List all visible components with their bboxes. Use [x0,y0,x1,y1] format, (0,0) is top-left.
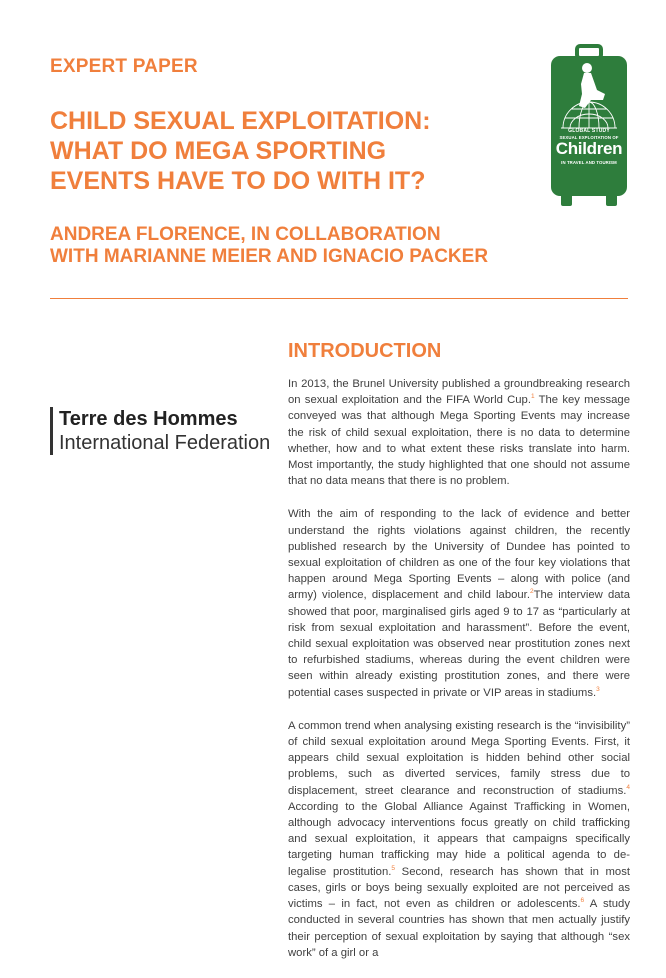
paragraph-text: With the aim of responding to the lack of evidence and better understand the rights violations against children, the recently published research by the University of Dundee has pointed to sexual exploitation of children as one of the four key violations that happen around Mega Sporting Events – along with police (and army) violence, displacement and child labour. [288,508,630,602]
author-line [50,224,488,268]
paragraph-text: Second, research has shown that in most cases, girls or boys being sexually exploited are not perceived as victims – in fact, not even as children or adolescents. [288,865,630,911]
paragraph-1 [288,376,630,489]
header-divider [50,298,628,299]
page-title [50,106,520,196]
author-line-2: WITH MARIANNE MEIER AND IGNACIO PACKER [50,246,489,267]
organization-subtitle: International Federation [59,432,271,454]
paragraph-text: According to the Global Alliance Against Trafficking in Women, although advocacy interventions focus greatly on child trafficking and sexual exploitation, it appears that campaigns specifically targeting human trafficking may hide a political agenda to de-legalise prostitution. [288,800,630,878]
logo-line-travel-tourism: IN TRAVEL AND TOURISM [561,160,617,165]
organization-name: Terre des Hommes [59,408,238,430]
paragraph-text: A study conducted in several countries has shown that men actually justify their perception of sexual exploitation by saying that although “sex work” of a girl or a [288,898,630,959]
footnote-ref[interactable]: 3 [596,685,600,693]
title-line: EVENTS HAVE TO DO WITH IT? [50,167,426,195]
footnote-ref[interactable]: 1 [530,393,535,401]
title-line: CHILD SEXUAL EXPLOITATION: [50,107,431,135]
footnote-ref[interactable]: 5 [391,864,395,872]
logo-line-children: Children [555,139,623,158]
paragraph-text: The key message conveyed was that although Mega Sporting Events may increase the risk of child sexual exploitation, there is no data to determine whether, how and to what extent these risks translate into harm. Most importantly, the study highlighted that one should not assume that no data means that there is no problem. [288,394,630,488]
global-study-logo [551,44,627,212]
eyebrow-label: EXPERT PAPER [50,56,198,77]
body-text [288,376,630,978]
logo-line-global-study: GLOBAL STUDY [568,128,610,134]
paragraph-3 [288,718,630,961]
paragraph-2 [288,506,630,700]
title-line: WHAT DO MEGA SPORTING [50,137,387,165]
footnote-ref[interactable]: 2 [529,588,534,596]
author-line-1: ANDREA FLORENCE, IN COLLABORATION [50,224,441,245]
footnote-ref[interactable]: 4 [626,783,630,791]
organization-block [50,407,270,455]
footnote-ref[interactable]: 6 [580,897,585,905]
paragraph-text: A common trend when analysing existing research is the “invisibility” of child sexual exploitation around Mega Sporting Events. First, it appears child sexual exploitation is hidden behind other social problems, such as diverted services, family stress due to displacement, street clearance and reconstruction of stadiums. [288,719,630,797]
paragraph-text: The interview data showed that poor, marginalised girls aged 9 to 17 as “particularly at risk from sexual exploitation and harassment”. Before the event, child sexual exploitation was observed near prostitution zones next to refurbished stadiums, whereas during the event children were seen within already existing prostitution zones, and there were potential cases suspected in private or VIP areas in stadiums. [288,589,630,699]
paragraph-text: In 2013, the Brunel University published a groundbreaking research on sexual exploitation and the FIFA World Cup. [288,378,630,407]
logo-line-sexual-exploitation: SEXUAL EXPLOITATION OF [559,135,619,140]
section-title: INTRODUCTION [288,340,442,362]
